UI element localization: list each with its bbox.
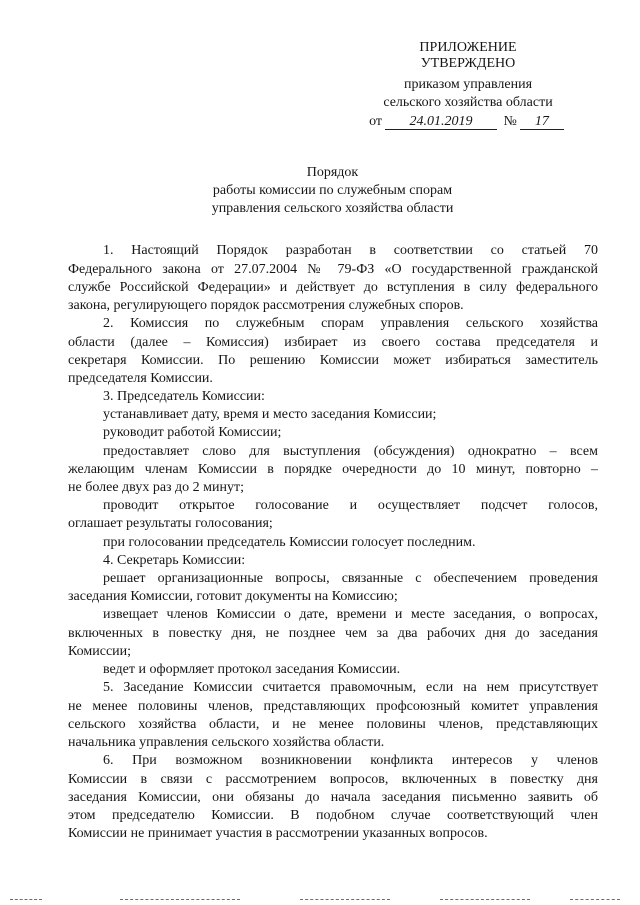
- paragraph-5-line: не менее половины членов, представляющих профсоюзный комитет управления: [68, 699, 598, 714]
- paragraph-1-line: службе Российской Федерации» и действует до вступления в силу федерального: [68, 280, 598, 295]
- paragraph-5-line: 5. Заседание Комиссии считается правомочным, если на нем присутствует: [103, 680, 598, 695]
- paragraph-5-line: сельского хозяйства области, и не менее половины членов, представляющих: [68, 717, 598, 732]
- handwritten-number: 17: [520, 114, 564, 130]
- number-sign: №: [503, 114, 517, 129]
- scan-edge-mark: [300, 899, 390, 900]
- chairman-duty: желающим членам Комиссии в порядке очередности до 10 минут, повторно –: [68, 462, 598, 477]
- paragraph-5-line: начальника управления сельского хозяйства области.: [68, 735, 385, 750]
- secretary-duty: извещает членов Комиссии о дате, времени и месте заседания, о вопросах,: [103, 607, 598, 622]
- paragraph-2-line: секретаря Комиссии. По решению Комиссии может избираться заместитель: [68, 353, 598, 368]
- paragraph-4-heading: 4. Секретарь Комиссии:: [103, 553, 246, 568]
- paragraph-2-line: председателя Комиссии.: [68, 371, 213, 386]
- secretary-duty: ведет и оформляет протокол заседания Комиссии.: [103, 662, 401, 677]
- chairman-duty: при голосовании председатель Комиссии голосует последним.: [103, 535, 476, 550]
- paragraph-6-line: Комиссии в связи с рассмотрением вопросов, включенных в повестку дня: [68, 772, 598, 787]
- paragraph-2-line: области (далее – Комиссия) избирает из своего состава председателя и: [68, 335, 598, 350]
- secretary-duty: включенных в повестку дня, не позднее чем за два рабочих дня до заседания: [68, 626, 598, 641]
- title-line-2: работы комиссии по служебным спорам: [212, 183, 453, 198]
- paragraph-2-line: 2. Комиссия по служебным спорам управления сельского хозяйства: [103, 316, 598, 331]
- paragraph-3-heading: 3. Председатель Комиссии:: [103, 389, 265, 404]
- scan-edge-mark: [440, 899, 530, 900]
- chairman-duty: руководит работой Комиссии;: [103, 425, 282, 440]
- approved-label: УТВЕРЖДЕНО: [420, 56, 516, 71]
- scan-edge-mark: [10, 899, 42, 900]
- chairman-duty: проводит открытое голосование и осуществляет подсчет голосов,: [103, 498, 598, 513]
- chairman-duty: не более двух раз до 2 минут;: [68, 480, 245, 495]
- paragraph-1-line: закона, регулирующего порядок рассмотрения служебных споров.: [68, 298, 464, 313]
- date-prefix: от: [369, 114, 383, 129]
- chairman-duty: оглашает результаты голосования;: [68, 516, 273, 531]
- secretary-duty: решает организационные вопросы, связанные с обеспечением проведения: [103, 571, 598, 586]
- scan-edge-mark: [570, 899, 620, 900]
- paragraph-6-line: заседания Комиссии, они обязаны до начала заседания письменно заявить об: [68, 790, 598, 805]
- order-date-line: [340, 114, 596, 132]
- chairman-duty: устанавливает дату, время и место заседания Комиссии;: [103, 407, 437, 422]
- appendix-label: ПРИЛОЖЕНИЕ: [419, 40, 517, 55]
- chairman-duty: предоставляет слово для выступления (обсуждения) однократно – всем: [103, 444, 598, 459]
- secretary-duty: заседания Комиссии, готовит документы на Комиссию;: [68, 589, 398, 604]
- paragraph-6-line: 6. При возможном возникновении конфликта интересов у членов: [103, 753, 598, 768]
- scan-edge-mark: [120, 899, 240, 900]
- order-line-2: сельского хозяйства области: [383, 95, 553, 110]
- paragraph-1-line: 1. Настоящий Порядок разработан в соответствии со статьей 70: [103, 243, 598, 258]
- handwritten-date: 24.01.2019: [385, 114, 497, 130]
- title-line-1: Порядок: [306, 165, 359, 180]
- order-line-1: приказом управления: [403, 77, 533, 92]
- paragraph-6-line: Комиссии не принимает участия в рассмотрении указанных вопросов.: [68, 826, 488, 841]
- paragraph-6-line: этом председателю Комиссии. В подобном случае соответствующий член: [68, 808, 598, 823]
- title-line-3: управления сельского хозяйства области: [211, 201, 454, 216]
- secretary-duty: Комиссии;: [68, 644, 132, 659]
- paragraph-1-line: Федерального закона от 27.07.2004 № 79-ФЗ «О государственной гражданской: [68, 262, 598, 277]
